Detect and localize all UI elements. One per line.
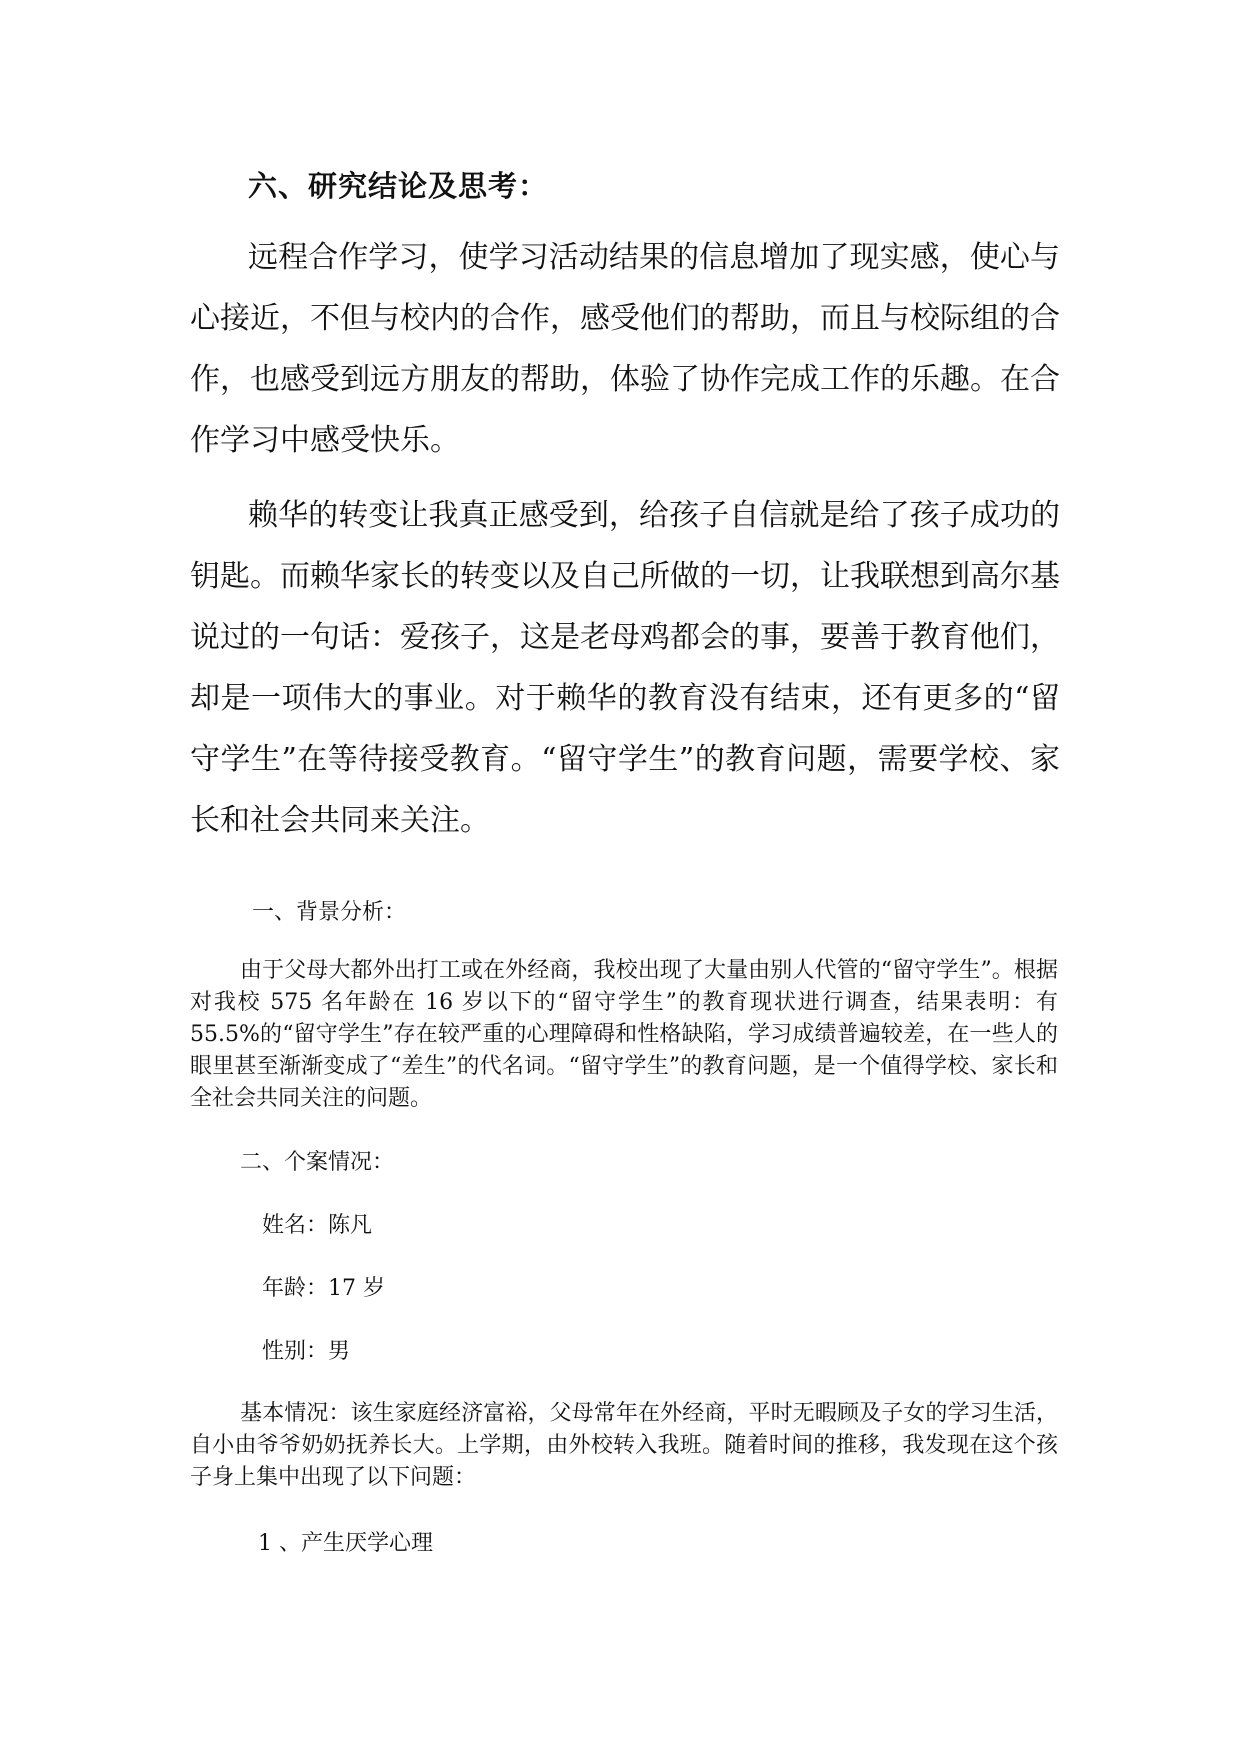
conclusion-paragraph-2: 赖华的转变让我真正感受到，给孩子自信就是给了孩子成功的钥匙。而赖华家长的转变以及自己所做的一切，让我联想到高尔基说过的一句话：爱孩子，这是老母鸡都会的事，要善于教育他们，却是一项伟大的事业。对于赖华的教育没有结束，还有更多的“留守学生”在等待接受教育。“留守学生”的教育问题，需要学校、家长和社会共同来关注。 bbox=[190, 498, 1060, 838]
case-basic-info-paragraph: 基本情况：该生家庭经济富裕，父母常年在外经商，平时无暇顾及子女的学习生活，自小由爷爷奶奶抚养长大。上学期，由外校转入我班。随着时间的推移，我发现在这个孩子身上集中出现了以下问题： bbox=[190, 1401, 1058, 1490]
case-name-line: 姓名：陈凡 bbox=[262, 1213, 373, 1238]
problem-item-1: 1 、产生厌学心理 bbox=[258, 1531, 433, 1556]
conclusion-paragraph-1: 远程合作学习，使学习活动结果的信息增加了现实感，使心与心接近，不但与校内的合作，感受他们的帮助，而且与校际组的合作，也感受到远方朋友的帮助，体验了协作完成工作的乐趣。在合作学习中感受快乐。 bbox=[190, 240, 1060, 458]
section-heading: 六、研究结论及思考： bbox=[248, 169, 549, 203]
background-title: 一、背景分析： bbox=[252, 900, 407, 925]
case-title: 二、个案情况： bbox=[240, 1150, 395, 1175]
background-paragraph: 由于父母大都外出打工或在外经商，我校出现了大量由别人代管的“留守学生”。根据对我校 575 名年龄在 16 岁以下的“留守学生”的教育现状进行调查，结果表明：有 55.5%的“留守学生”存在较严重的心理障碍和性格缺陷，学习成绩普遍较差，在一些人的眼里甚至渐渐变成了“差生”的代名词。“留守学生”的教育问题，是一个值得学校、家长和全社会共同关注的问题。 bbox=[190, 958, 1058, 1111]
case-gender-line: 性别：男 bbox=[262, 1339, 351, 1364]
case-age-line: 年龄：17 岁 bbox=[262, 1276, 385, 1301]
